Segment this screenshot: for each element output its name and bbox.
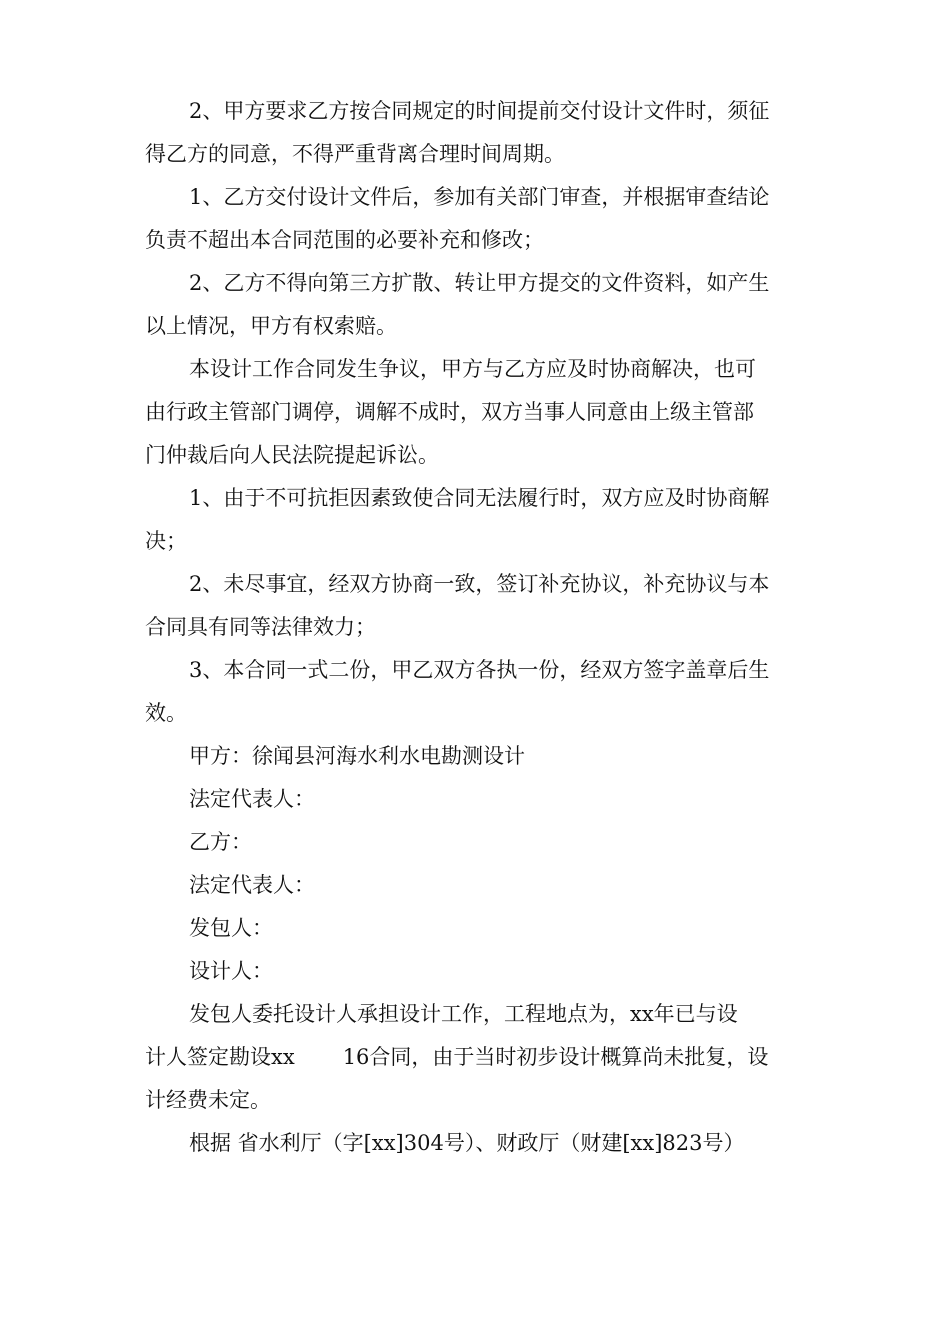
text-line: 决； [145,529,187,553]
text-line: 法定代表人： [189,873,315,897]
text-line: 由行政主管部门调停，调解不成时，双方当事人同意由上级主管部 [145,400,754,424]
paragraph-force-majeure [145,477,807,563]
paragraph-confidentiality [145,262,807,348]
text-line: 得乙方的同意，不得严重背离合理时间周期。 [145,142,565,166]
text-line: 2、甲方要求乙方按合同规定的时间提前交付设计文件时，须征 [189,99,770,123]
party-a-representative [145,778,807,821]
text-line: 乙方： [189,830,252,854]
party-b [145,821,807,864]
text-line: 本设计工作合同发生争议，甲方与乙方应及时协商解决，也可 [189,357,756,381]
text-line: 甲方：徐闻县河海水利水电勘测设计 [189,744,525,768]
text-fragment: 计人签定勘设xx [145,1045,295,1069]
text-line: 效。 [145,701,187,725]
text-line: 以上情况，甲方有权索赔。 [145,314,397,338]
designer [145,950,807,993]
document-page [145,90,807,1165]
text-line: 3、本合同一式二份，甲乙双方各执一份，经双方签字盖章后生 [189,658,770,682]
paragraph-copies [145,649,807,735]
paragraph-basis [145,1122,807,1165]
text-line: 1、由于不可抗拒因素致使合同无法履行时，双方应及时协商解 [189,486,770,510]
text-line: 设计人： [189,959,273,983]
text-line: 发包人委托设计人承担设计工作，工程地点为，xx年已与设 [189,1002,738,1026]
party-a [145,735,807,778]
paragraph-commission [145,993,807,1122]
text-line: 1、乙方交付设计文件后，参加有关部门审查，并根据审查结论 [189,185,770,209]
paragraph-dispute [145,348,807,477]
text-line-split [145,1036,807,1079]
text-line: 法定代表人： [189,787,315,811]
paragraph-review-revision [145,176,807,262]
paragraph-early-delivery [145,90,807,176]
text-line: 合同具有同等法律效力； [145,615,376,639]
text-line: 发包人： [189,916,273,940]
text-line: 根据 省水利厅（字[xx]304号）、财政厅（财建[xx]823号） [189,1131,745,1155]
text-line: 计经费未定。 [145,1088,271,1112]
text-line: 门仲裁后向人民法院提起诉讼。 [145,443,439,467]
text-line: 2、未尽事宜，经双方协商一致，签订补充协议，补充协议与本 [189,572,770,596]
party-b-representative [145,864,807,907]
text-fragment: 16合同，由于当时初步设计概算尚未批复，设 [342,1045,769,1069]
paragraph-supplement [145,563,807,649]
text-line: 负责不超出本合同范围的必要补充和修改； [145,228,544,252]
employer [145,907,807,950]
text-line: 2、乙方不得向第三方扩散、转让甲方提交的文件资料，如产生 [189,271,770,295]
